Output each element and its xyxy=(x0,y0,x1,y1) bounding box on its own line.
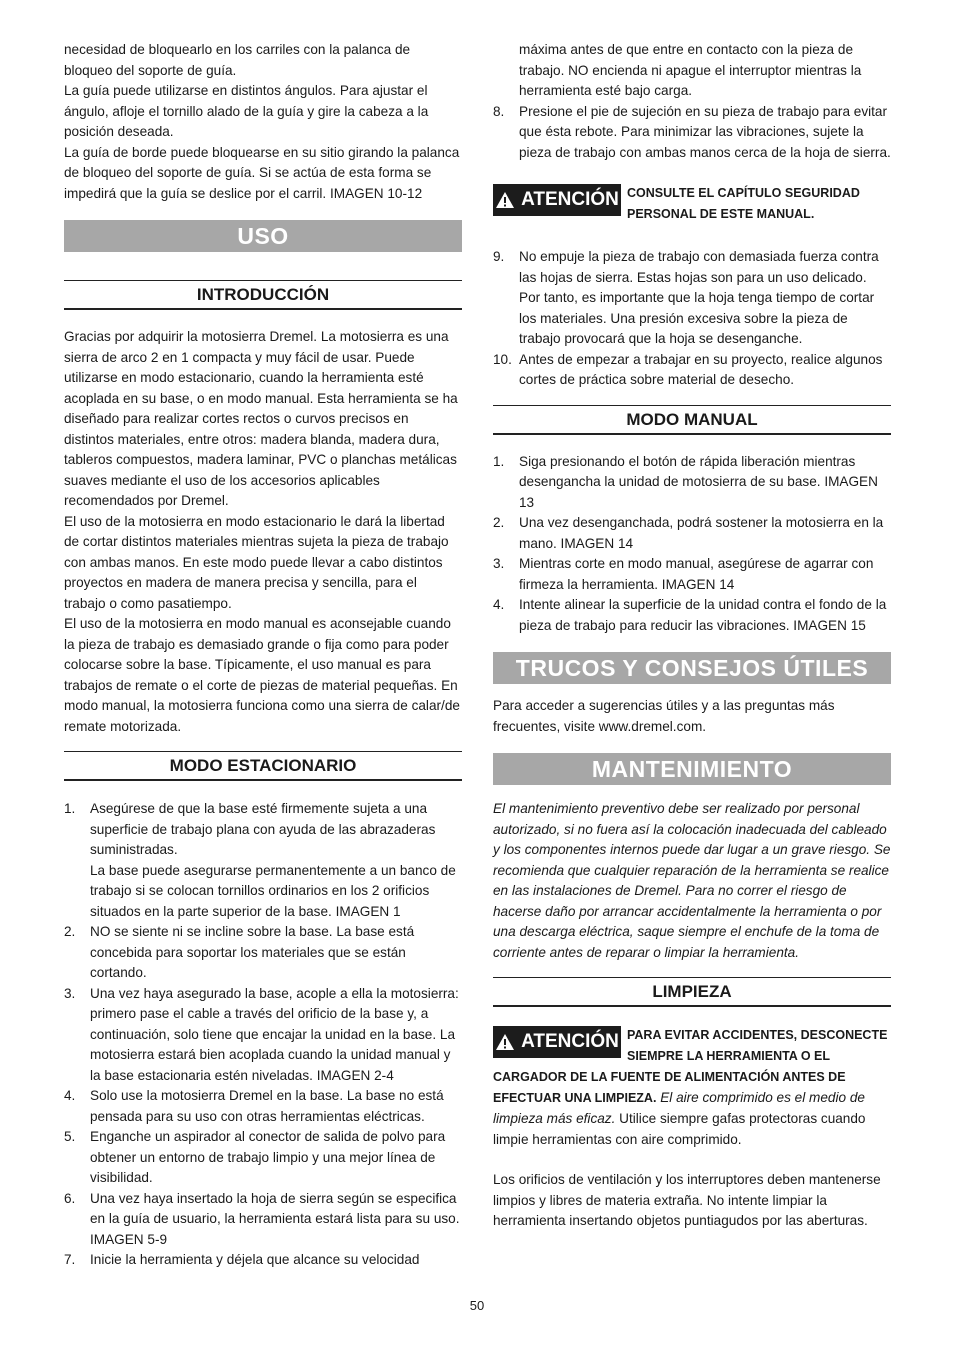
list-item xyxy=(493,513,891,554)
list-number: 5. xyxy=(64,1129,76,1144)
list-number: 3. xyxy=(493,556,505,571)
list-text: Mientras corte en modo manual, asegúrese de agarrar con firmeza la herramienta. IMAGEN 14 xyxy=(519,556,874,592)
list-number: 7. xyxy=(64,1252,76,1267)
list-text-extra: La base puede asegurarse permanentemente a un banco de trabajo si se colocan tornillos ordinarios en los 2 orificios situados en la parte superior de la base. IMAGEN 1 xyxy=(90,862,456,919)
modo-estacionario-heading: MODO ESTACIONARIO xyxy=(64,751,462,781)
introduccion-paragraph: Gracias por adquirir la motosierra Dremel. La motosierra es una sierra de arco 2 en 1 compacta y muy fácil de usar. Puede utilizarse en modo estacionario, cuando la herramienta esté acoplada en su base, o en modo manual. Esta herramienta se ha diseñado para realizar cortes rectos o curvos precisos en distintos materiales, entre otros: madera blanda, madera dura, tableros compuestos, madera laminar, PVC o planchas metálicas suaves mediante el uso de los accesorios aplicables recomendados por Dremel. xyxy=(64,329,458,508)
introduccion-paragraph: El uso de la motosierra en modo manual es aconsejable cuando la pieza de trabajo es demasiado grande o fija como para poder colocarse sobre la base. Típicamente, el uso manual es para trabajos de remate o el corte de piezas de material pequeñas. En modo manual, la motosierra funciona como una sierra de calar/de remate motorizada. xyxy=(64,616,460,734)
modo-manual-heading: MODO MANUAL xyxy=(493,405,891,435)
modo-manual-list xyxy=(493,452,891,637)
modo-estacionario-list xyxy=(64,799,462,1271)
list-number: 6. xyxy=(64,1190,76,1206)
page-number: 50 xyxy=(469,1298,485,1313)
list-item xyxy=(493,350,891,391)
limpieza-text: Los orificios de ventilación y los interruptores deben mantenerse limpios y libres de materia extraña. No intente limpiar la herramienta insertando objetos puntiagudos por las aberturas. xyxy=(493,1172,881,1228)
list-number: 4. xyxy=(493,597,505,612)
warning-italic-text: El aire comprimido es el medio de limpieza más eficaz. xyxy=(493,1090,865,1126)
introduccion-body xyxy=(64,327,462,737)
intro-text-1: necesidad de bloquearlo en los carriles con la palanca de bloqueo del soporte de guía. xyxy=(64,42,411,78)
list-number: 2. xyxy=(493,515,505,530)
continued-list xyxy=(493,40,891,163)
list-number: 1. xyxy=(64,801,76,816)
trucos-text: Para acceder a sugerencias útiles y a las preguntas más frecuentes, visite www.dremel.com. xyxy=(493,698,835,734)
list-text: Siga presionando el botón de rápida liberación mientras desengancha la unidad de motosierra de su base. IMAGEN 13 xyxy=(519,453,878,510)
introduccion-heading: INTRODUCCIÓN xyxy=(64,280,462,310)
list-item xyxy=(64,1127,462,1189)
list-number: 3. xyxy=(64,985,76,1001)
right-column xyxy=(493,40,891,1232)
limpieza-heading: LIMPIEZA xyxy=(493,977,891,1007)
list-item xyxy=(64,799,462,922)
mantenimiento-text: El mantenimiento preventivo debe ser realizado por personal autorizado, si no fuera así la colocación inadecuada del cableado y los componentes internos puede dar lugar a un grave riesgo. Se recomienda que cualquier reparación de la herramienta se realice en las instalaciones de Dremel. Para no correr el riesgo de hacerse daño por arrancar accidentalmente la herramienta o por una descarga eléctrica, saque siempre el enchufe de la toma de corriente antes de reparar o limpiar la herramienta. xyxy=(493,801,891,960)
uso-banner: USO xyxy=(64,220,462,252)
list-text: máxima antes de que entre en contacto con la pieza de trabajo. NO encienda ni apague el interruptor mientras la herramienta esté bajo carga. xyxy=(519,42,862,98)
trucos-banner: TRUCOS Y CONSEJOS ÚTILES xyxy=(493,652,891,684)
list-item xyxy=(64,922,462,984)
list-number: 9. xyxy=(493,249,505,264)
list-item xyxy=(64,1250,462,1271)
list-number: 1. xyxy=(493,453,505,469)
list-text: Enganche un aspirador al conector de salida de polvo para obtener un entorno de trabajo limpio y una mejor línea de visibilidad. xyxy=(90,1129,446,1185)
list-item xyxy=(64,984,462,1087)
list-item xyxy=(493,40,891,102)
warning-badge xyxy=(493,184,621,216)
list-text: Asegúrese de que la base esté firmemente sujeta a una superficie de trabajo plana con ayuda de las abrazaderas suministradas. xyxy=(90,801,436,857)
list-item xyxy=(493,554,891,595)
warning-triangle-icon xyxy=(495,191,515,209)
warning-text: CONSULTE EL CAPÍTULO SEGURIDAD PERSONAL DE ESTE MANUAL. xyxy=(627,186,860,221)
list-text: Una vez desenganchada, podrá sostener la motosierra en la mano. IMAGEN 14 xyxy=(519,515,884,551)
introduccion-paragraph: El uso de la motosierra en modo estacionario le dará la libertad de cortar distintos materiales mientras sujeta la pieza de trabajo con ambas manos. En este modo puede llevar a cabo distintos proyectos en madera de manera precisa y sencilla, para el trabajo o como pasatiempo. xyxy=(64,513,449,611)
list-item xyxy=(493,102,891,164)
warning-box xyxy=(493,1025,891,1150)
warning-label: ATENCIÓN xyxy=(521,1030,619,1052)
warning-triangle-icon xyxy=(495,1033,515,1051)
list-item xyxy=(64,1189,462,1251)
list-number: 8. xyxy=(493,103,505,119)
list-number: 2. xyxy=(64,924,76,939)
warning-text: PARA EVITAR ACCIDENTES, DESCONECTE SIEMPRE LA HERRAMIENTA O EL CARGADOR DE LA FUENTE DE ALIMENTACIÓN ANTES DE EFECTUAR UNA LIMPIEZA. xyxy=(493,1028,888,1105)
warning-badge xyxy=(493,1026,621,1058)
list-number: 4. xyxy=(64,1088,76,1103)
list-text: NO se siente ni se incline sobre la base. La base está concebida para soportar los materiales que se están cortando. xyxy=(90,924,415,980)
list-text: Intente alinear la superficie de la unidad contra el fondo de la pieza de trabajo para reducir las vibraciones. IMAGEN 15 xyxy=(519,597,887,633)
list-item xyxy=(493,247,891,350)
left-column xyxy=(64,40,462,1271)
list-text: Presione el pie de sujeción en su pieza de trabajo para evitar que ésta rebote. Para minimizar las vibraciones, sujete la pieza de trabajo con ambas manos cerca de la hoja de sierra. xyxy=(519,103,891,160)
list-item xyxy=(64,1086,462,1127)
list-text: No empuje la pieza de trabajo con demasiada fuerza contra las hojas de sierra. Estas hojas son para un uso delicado. Por tanto, es importante que la hoja tenga tiempo de cortar los materiales. Una presión excesiva sobre la pieza de trabajo provocará que la hoja se desenganche. xyxy=(519,249,879,346)
continued-list-2 xyxy=(493,247,891,391)
intro-text-3: La guía de borde puede bloquearse en su sitio girando la palanca de bloqueo del soporte de guía. Si se actúa de esta forma se impedirá que la guía se deslice por el carril. IMAGEN 10-12 xyxy=(64,144,460,201)
warning-normal-text: Utilice siempre gafas protectoras cuando limpie herramientas con aire comprimido. xyxy=(493,1111,866,1147)
warning-box xyxy=(493,183,891,225)
list-item xyxy=(493,452,891,514)
list-text: Solo use la motosierra Dremel en la base. La base no está pensada para su uso con otras herramientas eléctricas. xyxy=(90,1088,444,1124)
list-text: Antes de empezar a trabajar en su proyecto, realice algunos cortes de práctica sobre material de desecho. xyxy=(519,351,883,387)
list-text: Una vez haya insertado la hoja de sierra según se especifica en la guía de usuario, la herramienta estará lista para su uso. IMAGEN 5-9 xyxy=(90,1190,460,1247)
list-text: Una vez haya asegurado la base, acople a ella la motosierra: primero pase el cable a través del orificio de la base y, a continuación, solo tiene que encajar la unidad en la base. La motosierra estará bien acoplada cuando la unidad manual y la base estacionaria estén niveladas. IMAGEN 2-4 xyxy=(90,985,459,1083)
intro-text-2: La guía puede utilizarse en distintos ángulos. Para ajustar el ángulo, afloje el tornillo alado de la guía y gire la cabeza a la posición deseada. xyxy=(64,83,429,139)
mantenimiento-banner: MANTENIMIENTO xyxy=(493,753,891,785)
list-text: Inicie la herramienta y déjela que alcance su velocidad xyxy=(90,1252,420,1267)
list-item xyxy=(493,595,891,636)
list-number: 10. xyxy=(493,351,512,367)
warning-label: ATENCIÓN xyxy=(521,188,619,210)
